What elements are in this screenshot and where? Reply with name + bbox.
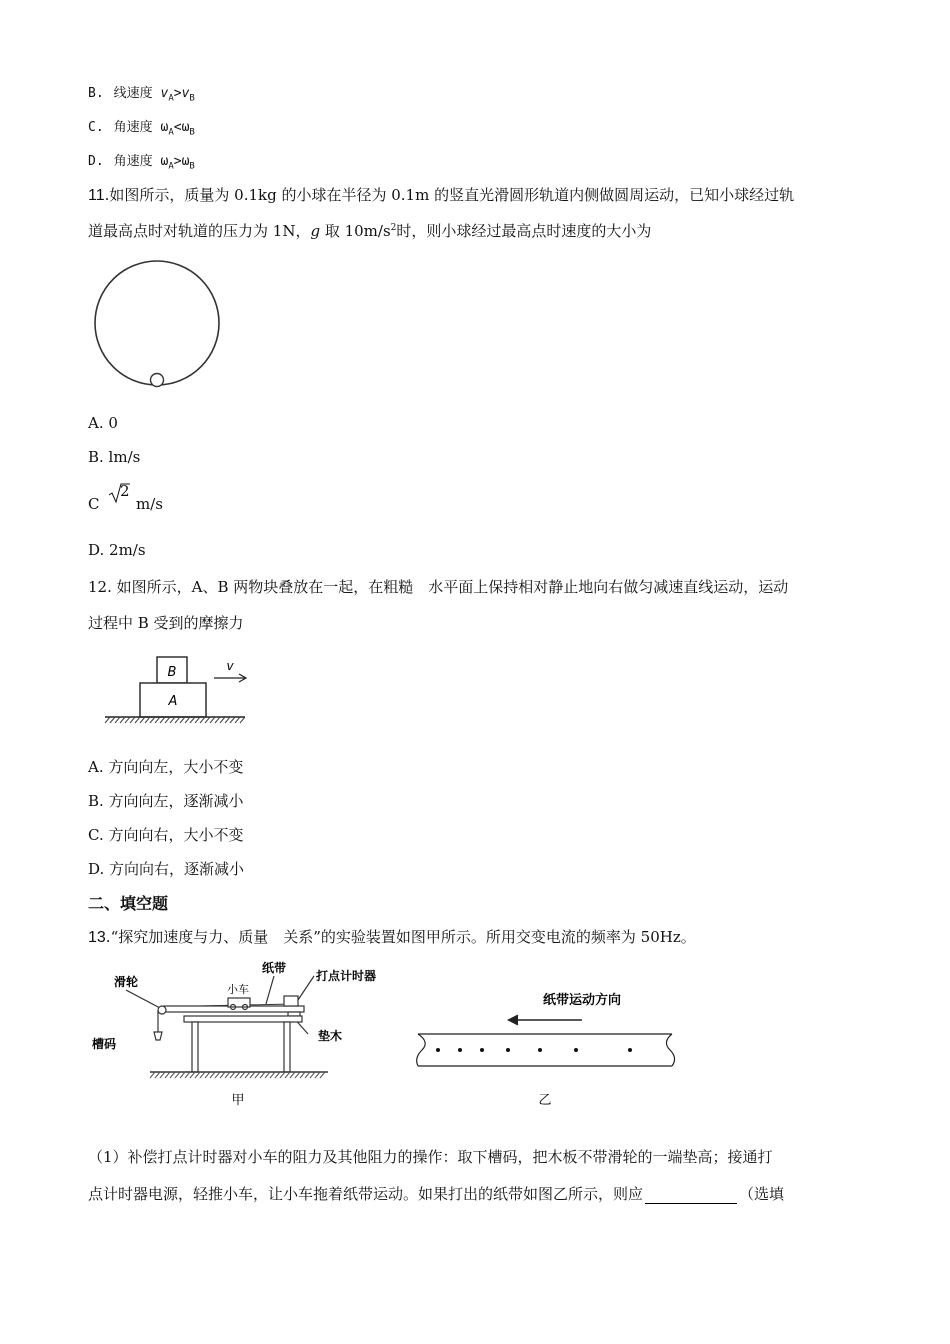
hatch-mark	[300, 1072, 305, 1078]
hatch-mark	[250, 1072, 255, 1078]
q12-option-a: A. 方向向左，大小不变	[88, 758, 244, 776]
q13-part1-line2: 点计时器电源，轻推小车，让小车拖着纸带运动。如果打出的纸带如图乙所示，则应 （选填	[88, 1185, 785, 1203]
timer-leader-line	[298, 976, 314, 1000]
hatch-mark	[315, 1072, 320, 1078]
hatch-mark	[115, 717, 120, 723]
q13-tape-figure-yi	[400, 980, 690, 1110]
pulley-label: 滑轮	[113, 975, 139, 989]
table-leg	[284, 1022, 290, 1072]
timer-device	[284, 996, 298, 1006]
hatch-mark	[200, 717, 205, 723]
q11-circle-track-figure	[88, 258, 228, 393]
hatch-mark	[215, 1072, 220, 1078]
hatch-mark	[190, 717, 195, 723]
hatch-mark	[195, 717, 200, 723]
hatch-mark	[160, 717, 165, 723]
left-arrow-icon	[508, 1015, 518, 1025]
tape-label: 纸带	[261, 961, 287, 975]
floor-hatching	[150, 1072, 325, 1078]
hatch-mark	[285, 1072, 290, 1078]
cart-label: 小车	[227, 983, 249, 996]
hatch-mark	[135, 717, 140, 723]
hatch-mark	[290, 1072, 295, 1078]
hatch-mark	[225, 1072, 230, 1078]
hatch-mark	[275, 1072, 280, 1078]
q10-option-d: D. 角速度 $\omega_A>\omega_B$	[88, 154, 195, 172]
tape-torn-right-edge	[666, 1034, 674, 1066]
hatch-mark	[110, 717, 115, 723]
q10-option-c: C. 角速度 $\omega_A<\omega_B$	[88, 120, 195, 138]
hatch-mark	[160, 1072, 165, 1078]
tape-dot	[574, 1048, 578, 1052]
hatch-mark	[165, 717, 170, 723]
hatch-mark	[280, 1072, 285, 1078]
q12-blocks-figure	[100, 652, 250, 732]
section-title: 二、填空题	[88, 894, 169, 913]
circular-track	[95, 261, 219, 385]
hatch-mark	[180, 1072, 185, 1078]
ground-hatching	[105, 717, 245, 723]
q11-option-a: A. 0	[88, 414, 118, 432]
tape-dot	[480, 1048, 484, 1052]
block-a-label: A	[168, 694, 178, 709]
hatch-mark	[310, 1072, 315, 1078]
tape-dot	[506, 1048, 510, 1052]
tape-dots	[436, 1048, 632, 1052]
hatch-mark	[155, 717, 160, 723]
tape-dot	[628, 1048, 632, 1052]
hatch-mark	[210, 717, 215, 723]
hatch-mark	[235, 717, 240, 723]
tape-dot	[436, 1048, 440, 1052]
q11-option-b: B. lm/s	[88, 448, 141, 466]
hatch-mark	[200, 1072, 205, 1078]
q12-option-d: D. 方向向右，逐渐减小	[88, 860, 245, 878]
tape-torn-left-edge	[417, 1034, 426, 1066]
tape-leader-line	[266, 976, 274, 1004]
hatch-mark	[230, 1072, 235, 1078]
hatch-mark	[205, 717, 210, 723]
table-top	[184, 1016, 302, 1022]
q13-stem: 13.“探究加速度与力、质量 关系”的实验装置如图甲所示。所用交变电流的频率为 50Hz。	[88, 928, 696, 946]
hatch-mark	[120, 717, 125, 723]
pulley-leader-line	[126, 990, 160, 1008]
q12-stem-line1: 12. 如图所示，A、B 两物块叠放在一起，在粗糙 水平面上保持相对静止地向右做匀减速直线运动，运动	[88, 578, 789, 596]
hatch-mark	[255, 1072, 260, 1078]
pulley-wheel	[158, 1006, 166, 1014]
q13-part1-line1: （1）补偿打点计时器对小车的阻力及其他阻力的操作：取下槽码，把木板不带滑轮的一端垫高；接通打	[88, 1148, 773, 1166]
hatch-mark	[225, 717, 230, 723]
hatch-mark	[140, 717, 145, 723]
hatch-mark	[170, 717, 175, 723]
q10-option-b: B. 线速度 $v_A>v_B$	[88, 86, 195, 104]
hatch-mark	[295, 1072, 300, 1078]
weight-label: 槽码	[91, 1037, 117, 1051]
hatch-mark	[205, 1072, 210, 1078]
q11-stem-line2: 道最高点时对轨道的压力为 1N，g 取 $10m/s^2$时，则小球经过最高点时速度的大小为	[88, 222, 652, 240]
hatch-mark	[170, 1072, 175, 1078]
hatch-mark	[215, 717, 220, 723]
figure-caption-yi: 乙	[538, 1093, 552, 1108]
hatch-mark	[155, 1072, 160, 1078]
hatch-mark	[130, 717, 135, 723]
hatch-mark	[240, 717, 245, 723]
hatch-mark	[195, 1072, 200, 1078]
tape-direction-label: 纸带运动方向	[542, 993, 622, 1008]
timer-label: 打点计时器	[315, 969, 377, 983]
hatch-mark	[220, 717, 225, 723]
q12-option-c: C. 方向向右，大小不变	[88, 826, 244, 844]
block-label: 垫木	[317, 1029, 343, 1043]
hatch-mark	[175, 717, 180, 723]
table-leg	[192, 1022, 198, 1072]
hatch-mark	[150, 1072, 155, 1078]
hatch-mark	[150, 717, 155, 723]
q11-stem-line1: 11.如图所示，质量为 0.1kg 的小球在半径为 0.1m 的竖直光滑圆形轨道内侧做圆周运动，已知小球经过轨	[88, 186, 795, 204]
hatch-mark	[190, 1072, 195, 1078]
hatch-mark	[245, 1072, 250, 1078]
tape-dot	[538, 1048, 542, 1052]
hatch-mark	[145, 717, 150, 723]
hatch-mark	[180, 717, 185, 723]
answer-blank[interactable]	[645, 1187, 737, 1204]
hatch-mark	[165, 1072, 170, 1078]
hatch-mark	[125, 717, 130, 723]
hatch-mark	[220, 1072, 225, 1078]
hatch-mark	[105, 717, 110, 723]
hatch-mark	[270, 1072, 275, 1078]
q13-apparatus-figure-jia	[88, 960, 388, 1110]
hatch-mark	[305, 1072, 310, 1078]
block-b-label: B	[167, 665, 177, 680]
hatch-mark	[175, 1072, 180, 1078]
hatch-mark	[320, 1072, 325, 1078]
q12-option-b: B. 方向向左，逐渐减小	[88, 792, 244, 810]
q11-option-d: D. 2m/s	[88, 541, 146, 559]
hatch-mark	[235, 1072, 240, 1078]
hatch-mark	[240, 1072, 245, 1078]
tape-dot	[458, 1048, 462, 1052]
small-ball	[151, 374, 164, 387]
hatch-mark	[260, 1072, 265, 1078]
figure-caption-jia: 甲	[231, 1093, 245, 1108]
hatch-mark	[185, 717, 190, 723]
hatch-mark	[230, 717, 235, 723]
hatch-mark	[265, 1072, 270, 1078]
q12-stem-line2: 过程中 B 受到的摩擦力	[88, 614, 244, 632]
hanging-weight	[154, 1032, 162, 1040]
hatch-mark	[185, 1072, 190, 1078]
velocity-label: v	[226, 659, 234, 673]
hatch-mark	[210, 1072, 215, 1078]
